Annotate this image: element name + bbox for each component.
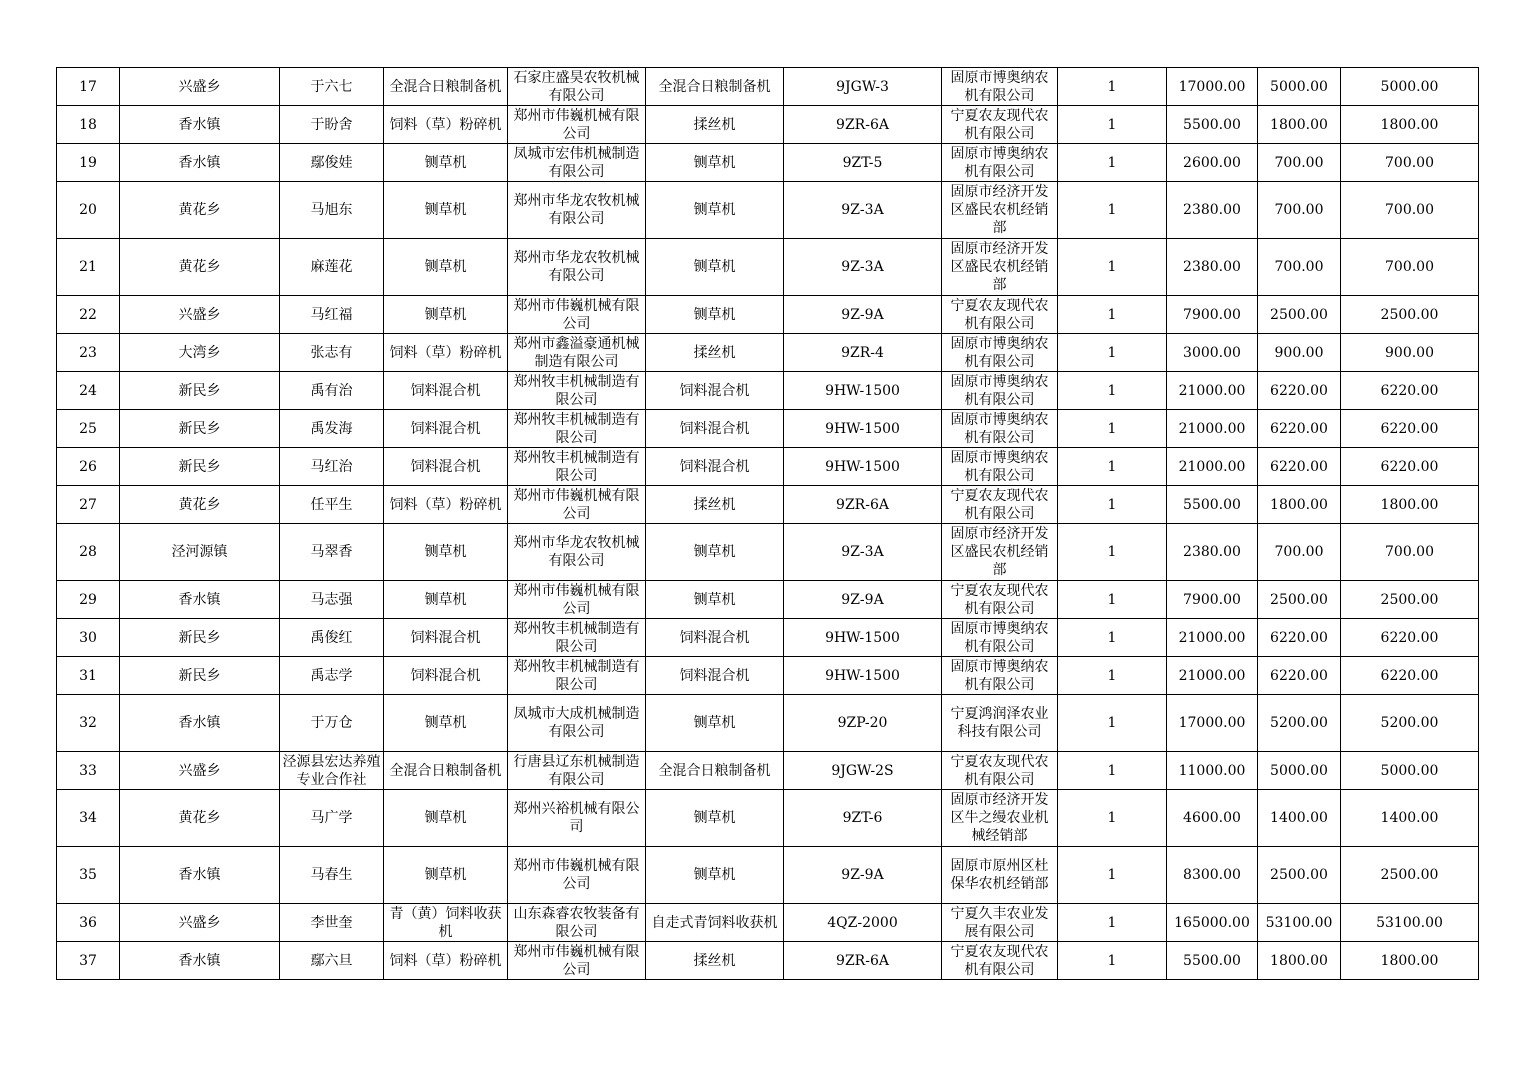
cell-dealer: 固原市经济开发区牛之缦农业机械经销部 xyxy=(942,790,1058,847)
cell-price: 21000.00 xyxy=(1167,619,1258,657)
table-row xyxy=(57,695,1479,752)
cell-category: 全混合日粮制备机 xyxy=(384,68,508,106)
cell-township: 香水镇 xyxy=(120,847,280,904)
cell-no: 18 xyxy=(57,106,120,144)
cell-category: 铡草机 xyxy=(384,296,508,334)
cell-name: 禹有治 xyxy=(280,372,384,410)
cell-dealer: 宁夏农友现代农机有限公司 xyxy=(942,942,1058,980)
cell-subsidy: 2500.00 xyxy=(1258,847,1341,904)
cell-dealer: 宁夏鸿润泽农业科技有限公司 xyxy=(942,695,1058,752)
cell-model: 9Z-9A xyxy=(784,296,942,334)
cell-model: 9HW-1500 xyxy=(784,657,942,695)
cell-subsidy-paid: 900.00 xyxy=(1341,334,1479,372)
cell-price: 7900.00 xyxy=(1167,296,1258,334)
cell-township: 新民乡 xyxy=(120,657,280,695)
cell-qty: 1 xyxy=(1058,695,1167,752)
cell-product: 铡草机 xyxy=(646,144,784,182)
table-row xyxy=(57,410,1479,448)
cell-name: 任平生 xyxy=(280,486,384,524)
cell-price: 8300.00 xyxy=(1167,847,1258,904)
cell-category: 饲料（草）粉碎机 xyxy=(384,334,508,372)
cell-subsidy: 700.00 xyxy=(1258,524,1341,581)
table-row xyxy=(57,904,1479,942)
cell-price: 2600.00 xyxy=(1167,144,1258,182)
cell-dealer: 固原市博奥纳农机有限公司 xyxy=(942,657,1058,695)
cell-product: 铡草机 xyxy=(646,847,784,904)
cell-subsidy-paid: 2500.00 xyxy=(1341,581,1479,619)
cell-price: 21000.00 xyxy=(1167,372,1258,410)
cell-name: 马志强 xyxy=(280,581,384,619)
cell-dealer: 宁夏农友现代农机有限公司 xyxy=(942,296,1058,334)
cell-model: 9ZT-6 xyxy=(784,790,942,847)
cell-product: 揉丝机 xyxy=(646,334,784,372)
cell-manufacturer: 郑州牧丰机械制造有限公司 xyxy=(508,619,646,657)
cell-township: 新民乡 xyxy=(120,448,280,486)
cell-dealer: 宁夏农友现代农机有限公司 xyxy=(942,581,1058,619)
cell-model: 9ZR-4 xyxy=(784,334,942,372)
cell-name: 马春生 xyxy=(280,847,384,904)
cell-price: 21000.00 xyxy=(1167,448,1258,486)
cell-price: 2380.00 xyxy=(1167,524,1258,581)
cell-price: 21000.00 xyxy=(1167,410,1258,448)
cell-name: 李世奎 xyxy=(280,904,384,942)
cell-model: 9HW-1500 xyxy=(784,410,942,448)
cell-no: 24 xyxy=(57,372,120,410)
table-row xyxy=(57,334,1479,372)
cell-price: 11000.00 xyxy=(1167,752,1258,790)
table-row xyxy=(57,847,1479,904)
cell-name: 麻莲花 xyxy=(280,239,384,296)
cell-category: 铡草机 xyxy=(384,182,508,239)
cell-dealer: 宁夏农友现代农机有限公司 xyxy=(942,486,1058,524)
cell-subsidy-paid: 1400.00 xyxy=(1341,790,1479,847)
cell-manufacturer: 郑州市伟巍机械有限公司 xyxy=(508,942,646,980)
cell-township: 新民乡 xyxy=(120,619,280,657)
cell-no: 17 xyxy=(57,68,120,106)
cell-manufacturer: 郑州市华龙农牧机械有限公司 xyxy=(508,182,646,239)
cell-no: 28 xyxy=(57,524,120,581)
cell-name: 泾源县宏达养殖专业合作社 xyxy=(280,752,384,790)
cell-manufacturer: 郑州牧丰机械制造有限公司 xyxy=(508,448,646,486)
table-row xyxy=(57,790,1479,847)
cell-no: 19 xyxy=(57,144,120,182)
table-row xyxy=(57,68,1479,106)
cell-qty: 1 xyxy=(1058,790,1167,847)
cell-township: 香水镇 xyxy=(120,581,280,619)
cell-no: 37 xyxy=(57,942,120,980)
cell-product: 饲料混合机 xyxy=(646,448,784,486)
cell-name: 张志有 xyxy=(280,334,384,372)
cell-township: 黄花乡 xyxy=(120,182,280,239)
cell-manufacturer: 郑州牧丰机械制造有限公司 xyxy=(508,372,646,410)
cell-no: 33 xyxy=(57,752,120,790)
cell-qty: 1 xyxy=(1058,752,1167,790)
cell-category: 铡草机 xyxy=(384,695,508,752)
cell-subsidy-paid: 5200.00 xyxy=(1341,695,1479,752)
cell-no: 31 xyxy=(57,657,120,695)
cell-category: 饲料混合机 xyxy=(384,619,508,657)
cell-township: 新民乡 xyxy=(120,372,280,410)
cell-category: 铡草机 xyxy=(384,847,508,904)
cell-no: 21 xyxy=(57,239,120,296)
cell-subsidy: 6220.00 xyxy=(1258,448,1341,486)
cell-dealer: 固原市博奥纳农机有限公司 xyxy=(942,68,1058,106)
cell-subsidy: 6220.00 xyxy=(1258,657,1341,695)
cell-subsidy-paid: 700.00 xyxy=(1341,239,1479,296)
cell-dealer: 固原市经济开发区盛民农机经销部 xyxy=(942,239,1058,296)
cell-subsidy: 700.00 xyxy=(1258,239,1341,296)
cell-category: 饲料混合机 xyxy=(384,372,508,410)
cell-no: 36 xyxy=(57,904,120,942)
cell-category: 铡草机 xyxy=(384,581,508,619)
table-row xyxy=(57,486,1479,524)
cell-subsidy: 1400.00 xyxy=(1258,790,1341,847)
cell-model: 9Z-9A xyxy=(784,581,942,619)
cell-subsidy: 2500.00 xyxy=(1258,296,1341,334)
cell-subsidy: 5000.00 xyxy=(1258,752,1341,790)
cell-subsidy: 1800.00 xyxy=(1258,942,1341,980)
cell-township: 黄花乡 xyxy=(120,486,280,524)
cell-model: 9Z-3A xyxy=(784,182,942,239)
cell-product: 铡草机 xyxy=(646,695,784,752)
cell-manufacturer: 郑州市华龙农牧机械有限公司 xyxy=(508,524,646,581)
cell-qty: 1 xyxy=(1058,942,1167,980)
cell-manufacturer: 郑州牧丰机械制造有限公司 xyxy=(508,410,646,448)
cell-price: 5500.00 xyxy=(1167,486,1258,524)
cell-subsidy: 6220.00 xyxy=(1258,619,1341,657)
cell-subsidy-paid: 1800.00 xyxy=(1341,486,1479,524)
cell-name: 马翠香 xyxy=(280,524,384,581)
cell-model: 9ZR-6A xyxy=(784,486,942,524)
cell-dealer: 固原市博奥纳农机有限公司 xyxy=(942,334,1058,372)
cell-manufacturer: 郑州市伟巍机械有限公司 xyxy=(508,847,646,904)
cell-qty: 1 xyxy=(1058,486,1167,524)
cell-price: 5500.00 xyxy=(1167,942,1258,980)
cell-qty: 1 xyxy=(1058,619,1167,657)
cell-qty: 1 xyxy=(1058,182,1167,239)
cell-model: 9JGW-2S xyxy=(784,752,942,790)
cell-subsidy-paid: 700.00 xyxy=(1341,144,1479,182)
cell-township: 兴盛乡 xyxy=(120,296,280,334)
cell-no: 26 xyxy=(57,448,120,486)
cell-township: 香水镇 xyxy=(120,106,280,144)
cell-product: 铡草机 xyxy=(646,182,784,239)
cell-no: 27 xyxy=(57,486,120,524)
cell-product: 全混合日粮制备机 xyxy=(646,68,784,106)
cell-subsidy: 900.00 xyxy=(1258,334,1341,372)
cell-no: 23 xyxy=(57,334,120,372)
cell-dealer: 固原市博奥纳农机有限公司 xyxy=(942,410,1058,448)
cell-model: 9Z-3A xyxy=(784,524,942,581)
cell-name: 鄢俊娃 xyxy=(280,144,384,182)
cell-qty: 1 xyxy=(1058,372,1167,410)
cell-product: 揉丝机 xyxy=(646,942,784,980)
subsidy-table xyxy=(56,67,1479,980)
cell-subsidy-paid: 53100.00 xyxy=(1341,904,1479,942)
cell-category: 铡草机 xyxy=(384,239,508,296)
cell-category: 青（黄）饲料收获机 xyxy=(384,904,508,942)
cell-dealer: 宁夏农友现代农机有限公司 xyxy=(942,106,1058,144)
cell-no: 20 xyxy=(57,182,120,239)
cell-township: 泾河源镇 xyxy=(120,524,280,581)
cell-price: 5500.00 xyxy=(1167,106,1258,144)
cell-product: 全混合日粮制备机 xyxy=(646,752,784,790)
cell-qty: 1 xyxy=(1058,448,1167,486)
cell-model: 9HW-1500 xyxy=(784,372,942,410)
cell-name: 禹志学 xyxy=(280,657,384,695)
cell-model: 9ZR-6A xyxy=(784,106,942,144)
cell-subsidy-paid: 700.00 xyxy=(1341,524,1479,581)
cell-model: 9ZR-6A xyxy=(784,942,942,980)
cell-dealer: 固原市经济开发区盛民农机经销部 xyxy=(942,524,1058,581)
cell-no: 32 xyxy=(57,695,120,752)
cell-township: 兴盛乡 xyxy=(120,904,280,942)
cell-product: 铡草机 xyxy=(646,581,784,619)
cell-name: 马旭东 xyxy=(280,182,384,239)
cell-manufacturer: 石家庄盛昊农牧机械有限公司 xyxy=(508,68,646,106)
cell-subsidy: 6220.00 xyxy=(1258,410,1341,448)
cell-product: 饲料混合机 xyxy=(646,657,784,695)
table-row xyxy=(57,372,1479,410)
cell-dealer: 固原市博奥纳农机有限公司 xyxy=(942,372,1058,410)
cell-model: 4QZ-2000 xyxy=(784,904,942,942)
table-row xyxy=(57,296,1479,334)
table-row xyxy=(57,182,1479,239)
cell-subsidy: 2500.00 xyxy=(1258,581,1341,619)
cell-category: 饲料混合机 xyxy=(384,410,508,448)
cell-price: 4600.00 xyxy=(1167,790,1258,847)
cell-name: 鄢六旦 xyxy=(280,942,384,980)
cell-subsidy-paid: 6220.00 xyxy=(1341,619,1479,657)
cell-dealer: 固原市博奥纳农机有限公司 xyxy=(942,448,1058,486)
cell-category: 全混合日粮制备机 xyxy=(384,752,508,790)
cell-manufacturer: 郑州牧丰机械制造有限公司 xyxy=(508,657,646,695)
cell-manufacturer: 山东森睿农牧装备有限公司 xyxy=(508,904,646,942)
cell-product: 揉丝机 xyxy=(646,106,784,144)
cell-price: 21000.00 xyxy=(1167,657,1258,695)
cell-dealer: 固原市博奥纳农机有限公司 xyxy=(942,619,1058,657)
cell-manufacturer: 郑州市伟巍机械有限公司 xyxy=(508,106,646,144)
cell-subsidy-paid: 5000.00 xyxy=(1341,68,1479,106)
cell-model: 9Z-9A xyxy=(784,847,942,904)
cell-subsidy-paid: 2500.00 xyxy=(1341,296,1479,334)
cell-category: 铡草机 xyxy=(384,790,508,847)
cell-category: 铡草机 xyxy=(384,524,508,581)
cell-price: 7900.00 xyxy=(1167,581,1258,619)
cell-no: 35 xyxy=(57,847,120,904)
cell-manufacturer: 郑州市伟巍机械有限公司 xyxy=(508,581,646,619)
table-row xyxy=(57,752,1479,790)
cell-price: 17000.00 xyxy=(1167,695,1258,752)
cell-name: 于盼舍 xyxy=(280,106,384,144)
cell-name: 禹发海 xyxy=(280,410,384,448)
cell-qty: 1 xyxy=(1058,410,1167,448)
cell-name: 马广学 xyxy=(280,790,384,847)
cell-qty: 1 xyxy=(1058,68,1167,106)
cell-subsidy: 6220.00 xyxy=(1258,372,1341,410)
cell-township: 黄花乡 xyxy=(120,239,280,296)
cell-qty: 1 xyxy=(1058,106,1167,144)
cell-name: 马红福 xyxy=(280,296,384,334)
cell-product: 饲料混合机 xyxy=(646,619,784,657)
cell-qty: 1 xyxy=(1058,904,1167,942)
cell-no: 30 xyxy=(57,619,120,657)
table-row xyxy=(57,524,1479,581)
cell-dealer: 固原市原州区杜保华农机经销部 xyxy=(942,847,1058,904)
cell-category: 饲料（草）粉碎机 xyxy=(384,942,508,980)
cell-product: 铡草机 xyxy=(646,296,784,334)
cell-model: 9ZP-20 xyxy=(784,695,942,752)
cell-dealer: 宁夏久丰农业发展有限公司 xyxy=(942,904,1058,942)
cell-model: 9Z-3A xyxy=(784,239,942,296)
cell-subsidy-paid: 1800.00 xyxy=(1341,106,1479,144)
cell-no: 22 xyxy=(57,296,120,334)
cell-category: 饲料（草）粉碎机 xyxy=(384,486,508,524)
cell-category: 饲料（草）粉碎机 xyxy=(384,106,508,144)
cell-subsidy: 700.00 xyxy=(1258,182,1341,239)
cell-no: 34 xyxy=(57,790,120,847)
cell-manufacturer: 郑州市华龙农牧机械有限公司 xyxy=(508,239,646,296)
cell-subsidy-paid: 6220.00 xyxy=(1341,657,1479,695)
cell-qty: 1 xyxy=(1058,239,1167,296)
cell-name: 禹俊红 xyxy=(280,619,384,657)
cell-product: 揉丝机 xyxy=(646,486,784,524)
cell-category: 饲料混合机 xyxy=(384,448,508,486)
cell-township: 兴盛乡 xyxy=(120,752,280,790)
cell-dealer: 宁夏农友现代农机有限公司 xyxy=(942,752,1058,790)
table-row xyxy=(57,106,1479,144)
cell-name: 马红治 xyxy=(280,448,384,486)
cell-subsidy-paid: 5000.00 xyxy=(1341,752,1479,790)
cell-qty: 1 xyxy=(1058,144,1167,182)
table-row xyxy=(57,657,1479,695)
cell-subsidy: 53100.00 xyxy=(1258,904,1341,942)
cell-subsidy-paid: 2500.00 xyxy=(1341,847,1479,904)
cell-dealer: 固原市博奥纳农机有限公司 xyxy=(942,144,1058,182)
cell-model: 9HW-1500 xyxy=(784,619,942,657)
cell-name: 于万仓 xyxy=(280,695,384,752)
cell-price: 2380.00 xyxy=(1167,182,1258,239)
cell-township: 香水镇 xyxy=(120,942,280,980)
table-row xyxy=(57,619,1479,657)
cell-price: 165000.00 xyxy=(1167,904,1258,942)
cell-product: 饲料混合机 xyxy=(646,410,784,448)
cell-no: 25 xyxy=(57,410,120,448)
cell-price: 3000.00 xyxy=(1167,334,1258,372)
cell-manufacturer: 郑州市鑫溢豪通机械制造有限公司 xyxy=(508,334,646,372)
cell-qty: 1 xyxy=(1058,296,1167,334)
cell-model: 9ZT-5 xyxy=(784,144,942,182)
cell-manufacturer: 凤城市大成机械制造有限公司 xyxy=(508,695,646,752)
cell-qty: 1 xyxy=(1058,657,1167,695)
cell-qty: 1 xyxy=(1058,334,1167,372)
cell-township: 香水镇 xyxy=(120,695,280,752)
cell-dealer: 固原市经济开发区盛民农机经销部 xyxy=(942,182,1058,239)
cell-subsidy-paid: 6220.00 xyxy=(1341,448,1479,486)
cell-product: 铡草机 xyxy=(646,524,784,581)
cell-qty: 1 xyxy=(1058,524,1167,581)
cell-subsidy: 700.00 xyxy=(1258,144,1341,182)
cell-subsidy-paid: 6220.00 xyxy=(1341,410,1479,448)
table-body xyxy=(57,68,1479,980)
cell-manufacturer: 行唐县辽东机械制造有限公司 xyxy=(508,752,646,790)
cell-model: 9HW-1500 xyxy=(784,448,942,486)
cell-manufacturer: 郑州兴裕机械有限公司 xyxy=(508,790,646,847)
cell-subsidy-paid: 1800.00 xyxy=(1341,942,1479,980)
cell-qty: 1 xyxy=(1058,581,1167,619)
cell-name: 于六七 xyxy=(280,68,384,106)
cell-price: 17000.00 xyxy=(1167,68,1258,106)
cell-category: 铡草机 xyxy=(384,144,508,182)
cell-township: 香水镇 xyxy=(120,144,280,182)
cell-township: 新民乡 xyxy=(120,410,280,448)
cell-township: 黄花乡 xyxy=(120,790,280,847)
cell-price: 2380.00 xyxy=(1167,239,1258,296)
cell-product: 铡草机 xyxy=(646,790,784,847)
cell-manufacturer: 郑州市伟巍机械有限公司 xyxy=(508,296,646,334)
table-row xyxy=(57,942,1479,980)
cell-subsidy-paid: 6220.00 xyxy=(1341,372,1479,410)
cell-qty: 1 xyxy=(1058,847,1167,904)
cell-subsidy: 1800.00 xyxy=(1258,106,1341,144)
cell-manufacturer: 郑州市伟巍机械有限公司 xyxy=(508,486,646,524)
table-row xyxy=(57,581,1479,619)
cell-manufacturer: 凤城市宏伟机械制造有限公司 xyxy=(508,144,646,182)
cell-subsidy: 5000.00 xyxy=(1258,68,1341,106)
cell-subsidy: 1800.00 xyxy=(1258,486,1341,524)
table-row xyxy=(57,448,1479,486)
cell-product: 自走式青饲料收获机 xyxy=(646,904,784,942)
cell-subsidy-paid: 700.00 xyxy=(1341,182,1479,239)
cell-township: 大湾乡 xyxy=(120,334,280,372)
cell-no: 29 xyxy=(57,581,120,619)
table-row xyxy=(57,239,1479,296)
cell-township: 兴盛乡 xyxy=(120,68,280,106)
cell-model: 9JGW-3 xyxy=(784,68,942,106)
table-row xyxy=(57,144,1479,182)
cell-category: 饲料混合机 xyxy=(384,657,508,695)
cell-product: 饲料混合机 xyxy=(646,372,784,410)
cell-product: 铡草机 xyxy=(646,239,784,296)
cell-subsidy: 5200.00 xyxy=(1258,695,1341,752)
